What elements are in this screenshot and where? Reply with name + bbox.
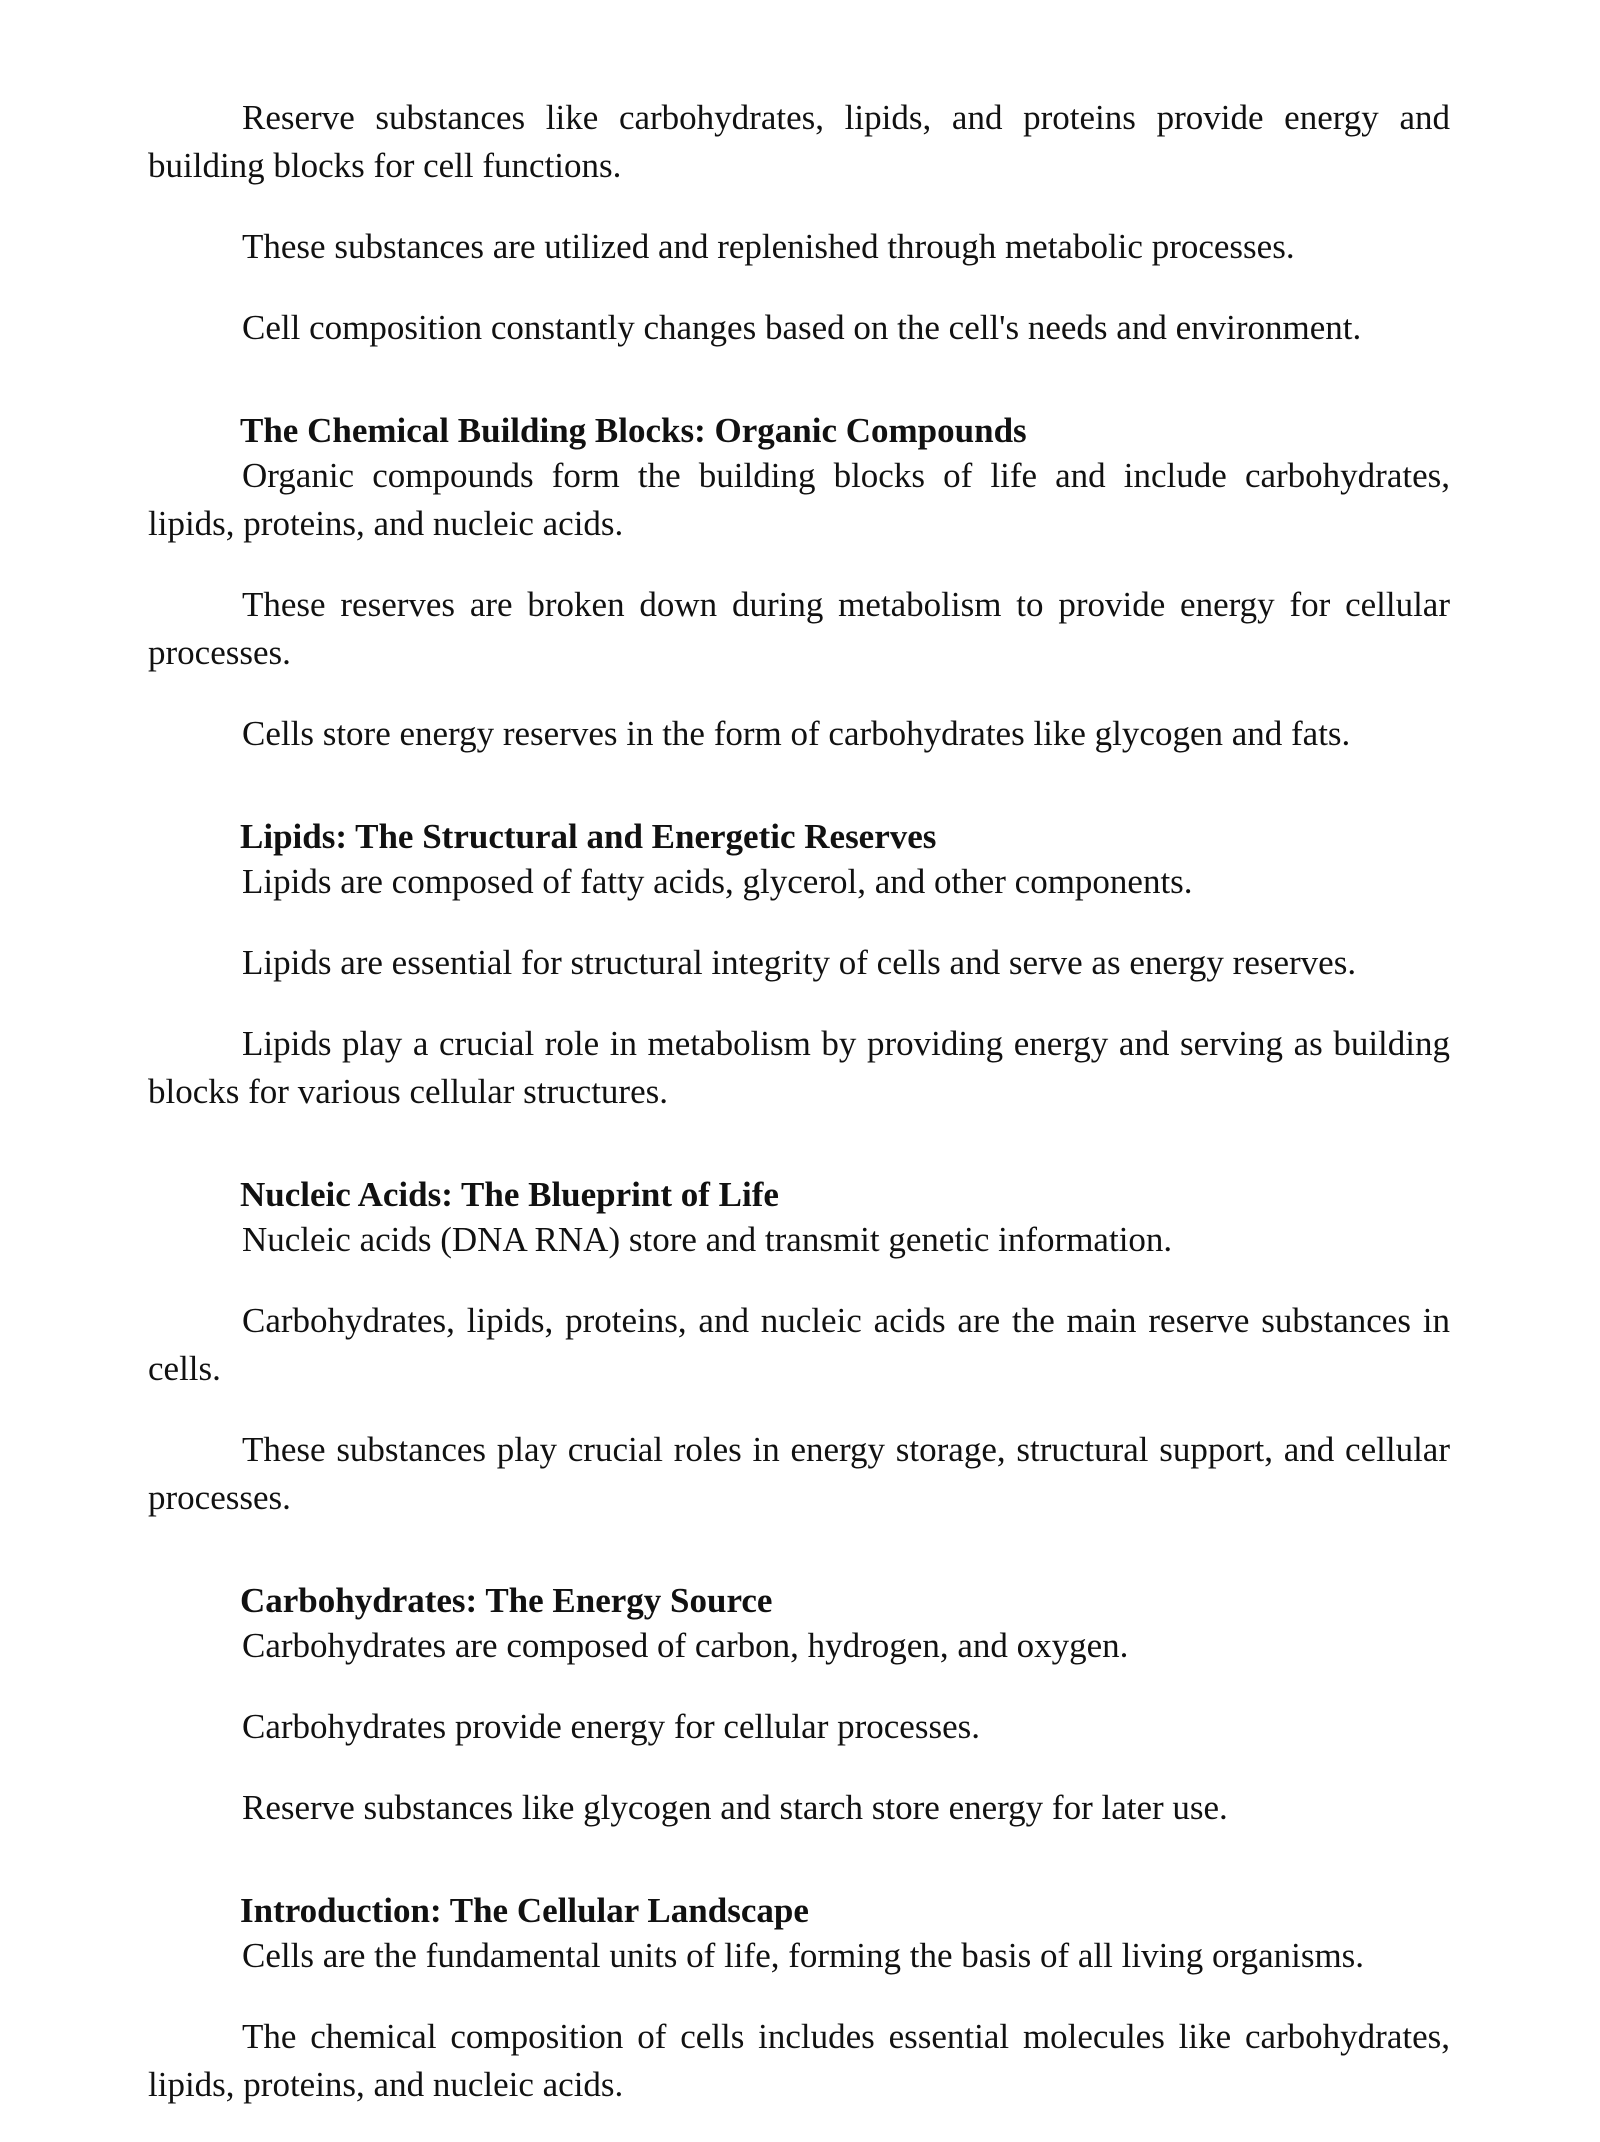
section-paragraph: Lipids are composed of fatty acids, glycerol, and other components. [242,862,1193,901]
section-paragraph: Carbohydrates provide energy for cellular processes. [242,1707,980,1746]
document-page [148,94,1450,2142]
section-heading: Lipids: The Structural and Energetic Reserves [240,817,937,856]
section-paragraph: These reserves are broken down during metabolism to provide energy for cellular processes. [148,585,1450,672]
section-organic-compounds [148,410,1450,758]
section-paragraph: Nucleic acids (DNA RNA) store and transmit genetic information. [242,1220,1173,1259]
section-paragraph: Lipids are essential for structural integrity of cells and serve as energy reserves. [242,943,1357,982]
section-paragraph: Reserve substances like glycogen and starch store energy for later use. [242,1788,1228,1827]
intro-paragraph-3: Cell composition constantly changes based on the cell's needs and environment. [242,308,1362,347]
section-paragraph: The chemical composition of cells includes essential molecules like carbohydrates, lipids, proteins, and nucleic acids. [148,2017,1450,2104]
section-paragraph: Carbohydrates are composed of carbon, hydrogen, and oxygen. [242,1626,1129,1665]
section-paragraph: These substances play crucial roles in energy storage, structural support, and cellular processes. [148,1430,1450,1517]
section-paragraph: Organic compounds form the building blocks of life and include carbohydrates, lipids, proteins, and nucleic acids. [148,456,1450,543]
section-cellular-landscape [148,1890,1450,2109]
section-heading: Nucleic Acids: The Blueprint of Life [240,1175,779,1214]
section-carbohydrates [148,1580,1450,1832]
section-lipids [148,816,1450,1116]
section-paragraph: Cells store energy reserves in the form of carbohydrates like glycogen and fats. [242,714,1351,753]
intro-paragraph-1: Reserve substances like carbohydrates, lipids, and proteins provide energy and building blocks for cell functions. [148,98,1450,185]
section-paragraph: Lipids play a crucial role in metabolism by providing energy and serving as building blocks for various cellular structures. [148,1024,1450,1111]
section-heading: Introduction: The Cellular Landscape [240,1891,809,1930]
section-paragraph: Carbohydrates, lipids, proteins, and nucleic acids are the main reserve substances in cells. [148,1301,1450,1388]
section-nucleic-acids [148,1174,1450,1522]
intro-paragraph-2: These substances are utilized and replenished through metabolic processes. [242,227,1295,266]
section-heading: Carbohydrates: The Energy Source [240,1581,773,1620]
section-heading: The Chemical Building Blocks: Organic Compounds [240,411,1027,450]
section-paragraph: Cells are the fundamental units of life, forming the basis of all living organisms. [242,1936,1365,1975]
